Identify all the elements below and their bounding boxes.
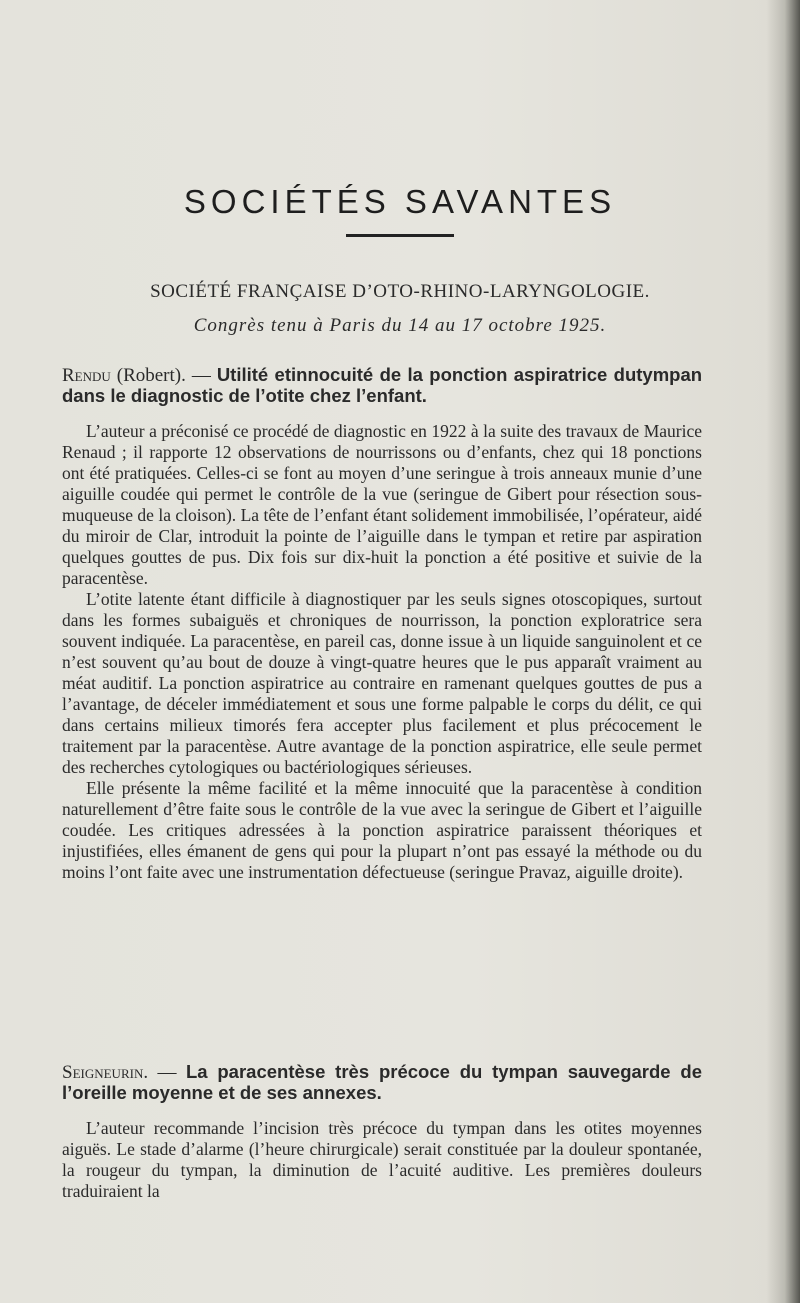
article-1-author-forename: (Robert). — [116, 365, 186, 386]
article-2-dash: — — [157, 1062, 177, 1083]
paragraph: L’auteur recommande l’incision très précoce du tympan dans les otites moyennes aiguës. Le stade d’alarme (l’heure chirurgicale) serait constituée par la douleur spontanée, la rougeur du tympan, la diminution de l’acuité auditive. Les premières douleurs traduiraient la — [62, 1118, 702, 1201]
paragraph: L’auteur a préconisé ce procédé de diagnostic en 1922 à la suite des travaux de Maurice Renaud ; il rapporte 12 observations de nourrissons ou d’enfants, chez qui 18 ponctions ont été pratiquées. Celles-ci se font au moyen d’une seringue à trois anneaux munie d’une aiguille coudée qui permet le contrôle de la vue (seringue de Gibert pour résection sous-muqueuse de la cloison). La tête de l’enfant étant solidement immobilisée, l’opérateur, aidé du miroir de Clar, introduit la pointe de l’aiguille dans le tympan et retire par aspiration quelques gouttes de pus. Dix fois sur dix-huit la ponction a été positive et suivie de la paracentèse. — [62, 421, 702, 588]
article-2-body — [62, 1118, 702, 1202]
article-1-body — [62, 421, 702, 883]
article-2-heading — [62, 1062, 702, 1104]
title-divider — [346, 234, 454, 237]
paragraph: L’otite latente étant difficile à diagnostiquer par les seuls signes otoscopiques, surtout dans les formes subaiguës et chroniques de nourrisson, la ponction exploratrice sera souvent indiquée. La paracentèse, en pareil cas, donne issue à un liquide sanguinolent et ce n’est souvent qu’au bout de douze à vingt-quatre heures que le pus apparaît vraiment au méat auditif. La ponction aspiratrice au contraire en ramenant quelques gouttes de pus a l’avantage, de déceler immédiatement et sous une forme palpable le corps du délit, ce qui dans certains milieux timorés fera accepter plus facilement et plus précocement le traitement par la paracentèse. Autre avantage de la ponction aspiratrice, elle seule permet des recherches cytologiques ou bactériologiques sérieuses. — [62, 589, 702, 777]
society-name: SOCIÉTÉ FRANÇAISE D’OTO-RHINO-LARYNGOLOGIE. — [150, 281, 650, 302]
article-2-title: La paracentèse très précoce du tympan sauvegarde de l’oreille moyenne et de ses annexes. — [62, 1061, 703, 1103]
article-1-author: Rendu — [62, 365, 111, 386]
paragraph: Elle présente la même facilité et la même innocuité que la paracentèse à condition naturellement d’être faite sous le contrôle de la vue avec la seringue de Gibert et l’aiguille coudée. Les critiques adressées à la ponction aspiratrice paraissent théoriques et injustifiées, elles émanent de gens qui pour la plupart n’ont pas essayé la méthode ou du moins l’ont faite avec une instrumentation défectueuse (seringue Pravaz, aiguille droite). — [62, 778, 702, 882]
article-1 — [62, 365, 702, 883]
article-1-title: Utilité etinnocuité de la ponction aspiratrice dutympan dans le diagnostic de l’otite chez l’enfant. — [62, 364, 703, 406]
congress-subtitle: Congrès tenu à Paris du 14 au 17 octobre 1925. — [193, 315, 607, 336]
article-2 — [62, 1062, 702, 1202]
section-title: SOCIÉTÉS SAVANTES — [183, 183, 617, 220]
article-1-dash: — — [191, 365, 211, 386]
article-1-heading — [62, 365, 702, 407]
article-2-author: Seigneurin. — [62, 1062, 149, 1083]
